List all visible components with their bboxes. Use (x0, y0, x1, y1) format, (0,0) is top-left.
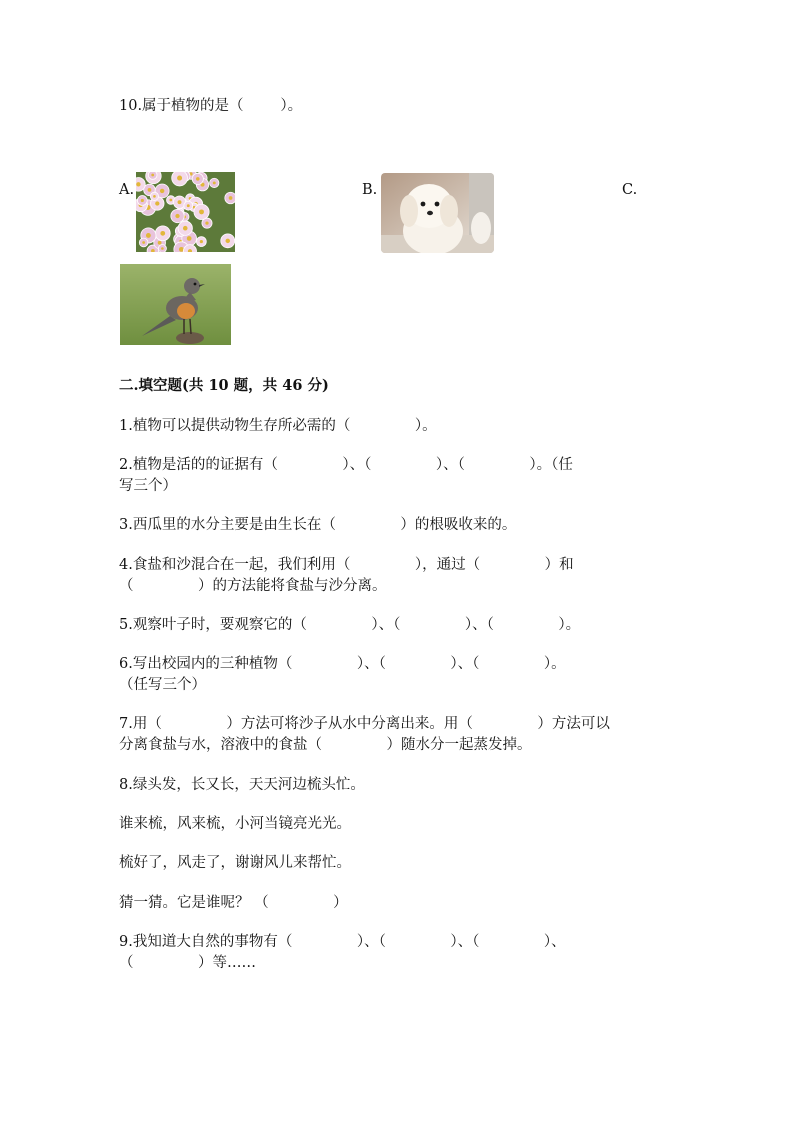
question-7-line-1: 7.用（ ）方法可将沙子从水中分离出来。用（ ）方法可以 (119, 716, 610, 732)
question-10-stem: 10.属于植物的是（ ）。 (119, 98, 303, 114)
flowers-photo (136, 172, 235, 252)
question-7-line-2: 分离食盐与水，溶液中的食盐（ ）随水分一起蒸发掉。 (119, 737, 532, 753)
question-4-line-2: （ ）的方法能将食盐与沙分离。 (119, 578, 387, 594)
riddle-line-3: 梳好了，风走了，谢谢风儿来帮忙。 (119, 855, 351, 871)
question-8-line-1: 8.绿头发，长又长，天天河边梳头忙。 (119, 777, 365, 793)
question-3-line-1: 3.西瓜里的水分主要是由生长在（ ）的根吸收来的。 (119, 517, 517, 533)
question-9-line-1: 9.我知道大自然的事物有（ ）、（ ）、（ ）、 (119, 934, 566, 950)
riddle-line-2: 谁来梳，风来梳，小河当镜亮光光。 (119, 816, 351, 832)
question-5-line-1: 5.观察叶子时，要观察它的（ ）、（ ）、（ ）。 (119, 617, 581, 633)
question-2-line-2: 写三个） (119, 478, 177, 494)
question-2-line-1: 2.植物是活的的证据有（ ）、（ ）、（ ）。（任 (119, 457, 573, 473)
option-c-label: C. (622, 182, 638, 198)
question-4-line-1: 4.食盐和沙混合在一起，我们利用（ ），通过（ ）和 (119, 557, 574, 573)
question-6-line-2: （任写三个） (119, 677, 206, 693)
question-9-line-2: （ ）等…… (119, 955, 257, 971)
option-b-label: B. (362, 182, 378, 198)
white-dog-photo (381, 173, 494, 253)
riddle-question: 猜一猜。它是谁呢？ （ ） (119, 895, 348, 911)
option-a-label: A. (119, 182, 135, 198)
section-heading: 二.填空题(共 10 题，共 46 分) (119, 377, 329, 394)
question-6-line-1: 6.写出校园内的三种植物（ ）、（ ）、（ ）。 (119, 656, 566, 672)
question-1-line-1: 1.植物可以提供动物生存所必需的（ ）。 (119, 418, 437, 434)
bird-photo (120, 264, 231, 345)
